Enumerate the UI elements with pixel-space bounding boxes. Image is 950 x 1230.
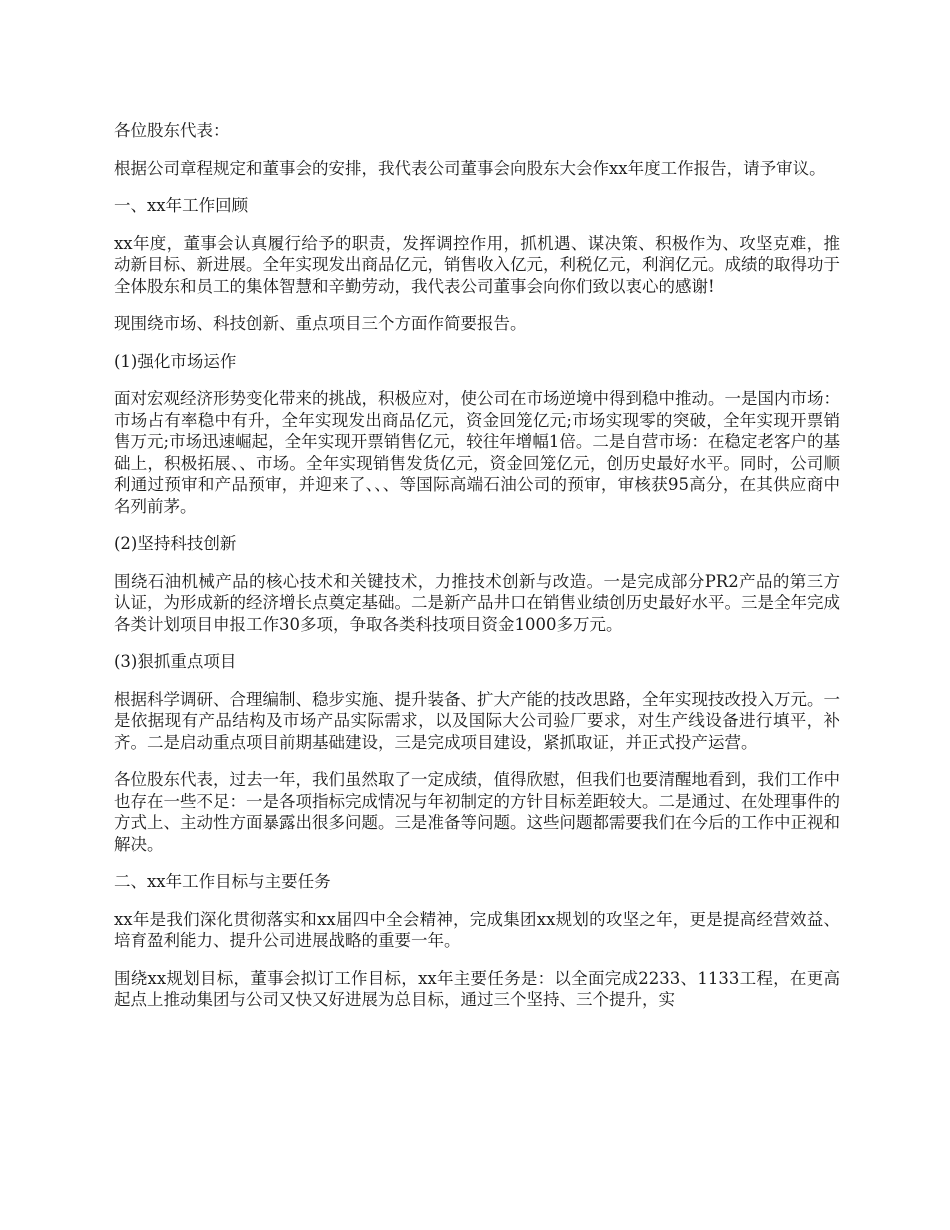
- section-1-paragraph-1: xx年度，董事会认真履行给予的职责，发挥调控作用，抓机遇、谋决策、积极作为、攻坚克难，推动新目标、新进展。全年实现发出商品亿元，销售收入亿元，利税亿元，利润亿元。成绩的取得功于全体股东和员工的集体智慧和辛勤劳动，我代表公司董事会向你们致以衷心的感谢!: [114, 233, 840, 296]
- section-2-title: 二、xx年工作目标与主要任务: [114, 872, 331, 891]
- subsection-2-paragraph: 围绕石油机械产品的核心技术和关键技术，力推技术创新与改造。一是完成部分PR2产品的第三方认证，为形成新的经济增长点奠定基础。二是新产品井口在销售业绩创历史最好水平。三是全年完成各类计划项目申报工作30多项，争取各类科技项目资金1000多万元。: [114, 571, 840, 634]
- section-1-paragraph-2: 现围绕市场、科技创新、重点项目三个方面作简要报告。: [114, 314, 527, 333]
- summary-paragraph: 各位股东代表，过去一年，我们虽然取了一定成绩，值得欣慰，但我们也要清醒地看到，我们工作中也存在一些不足：一是各项指标完成情况与年初制定的方针目标差距较大。二是通过、在处理事件的方式上、主动性方面暴露出很多问题。三是准备等问题。这些问题都需要我们在今后的工作中正视和解决。: [114, 770, 840, 854]
- section-2-paragraph-2: 围绕xx规划目标，董事会拟订工作目标，xx年主要任务是：以全面完成2233、1133工程，在更高起点上推动集团与公司又快又好进展为总目标，通过三个坚持、三个提升，实: [114, 968, 840, 1009]
- salutation: 各位股东代表：: [114, 121, 230, 140]
- section-1-title: 一、xx年工作回顾: [114, 196, 249, 215]
- subsection-3-title: (3)狠抓重点项目: [114, 652, 237, 671]
- subsection-1-paragraph: 面对宏观经济形势变化带来的挑战，积极应对，使公司在市场逆境中得到稳中推动。一是国内市场：市场占有率稳中有升，全年实现发出商品亿元，资金回笼亿元;市场实现零的突破，全年实现开票销售万元;市场迅速崛起，全年实现开票销售亿元，较往年增幅1倍。二是自营市场：在稳定老客户的基础上，积极拓展、、市场。全年实现销售发货亿元，资金回笼亿元，创历史最好水平。同时，公司顺利通过预审和产品预审，并迎来了、、、等国际高端石油公司的预审，审核获95高分，在其供应商中名列前茅。: [114, 389, 840, 516]
- section-2-paragraph-1: xx年是我们深化贯彻落实和xx届四中全会精神，完成集团xx规划的攻坚之年，更是提高经营效益、培育盈利能力、提升公司进展战略的重要一年。: [114, 909, 840, 950]
- subsection-1-title: (1)强化市场运作: [114, 351, 237, 371]
- intro-paragraph: 根据公司章程规定和董事会的安排，我代表公司董事会向股东大会作xx年度工作报告，请予审议。: [114, 158, 826, 178]
- document-page: [114, 120, 840, 1027]
- subsection-3-paragraph: 根据科学调研、合理编制、稳步实施、提升装备、扩大产能的技改思路，全年实现技改投入万元。一是依据现有产品结构及市场产品实际需求，以及国际大公司验厂要求，对生产线设备进行填平，补齐。二是启动重点项目前期基础建设，三是完成项目建设，紧抓取证，并正式投产运营。: [114, 689, 840, 752]
- subsection-2-title: (2)坚持科技创新: [114, 534, 237, 553]
